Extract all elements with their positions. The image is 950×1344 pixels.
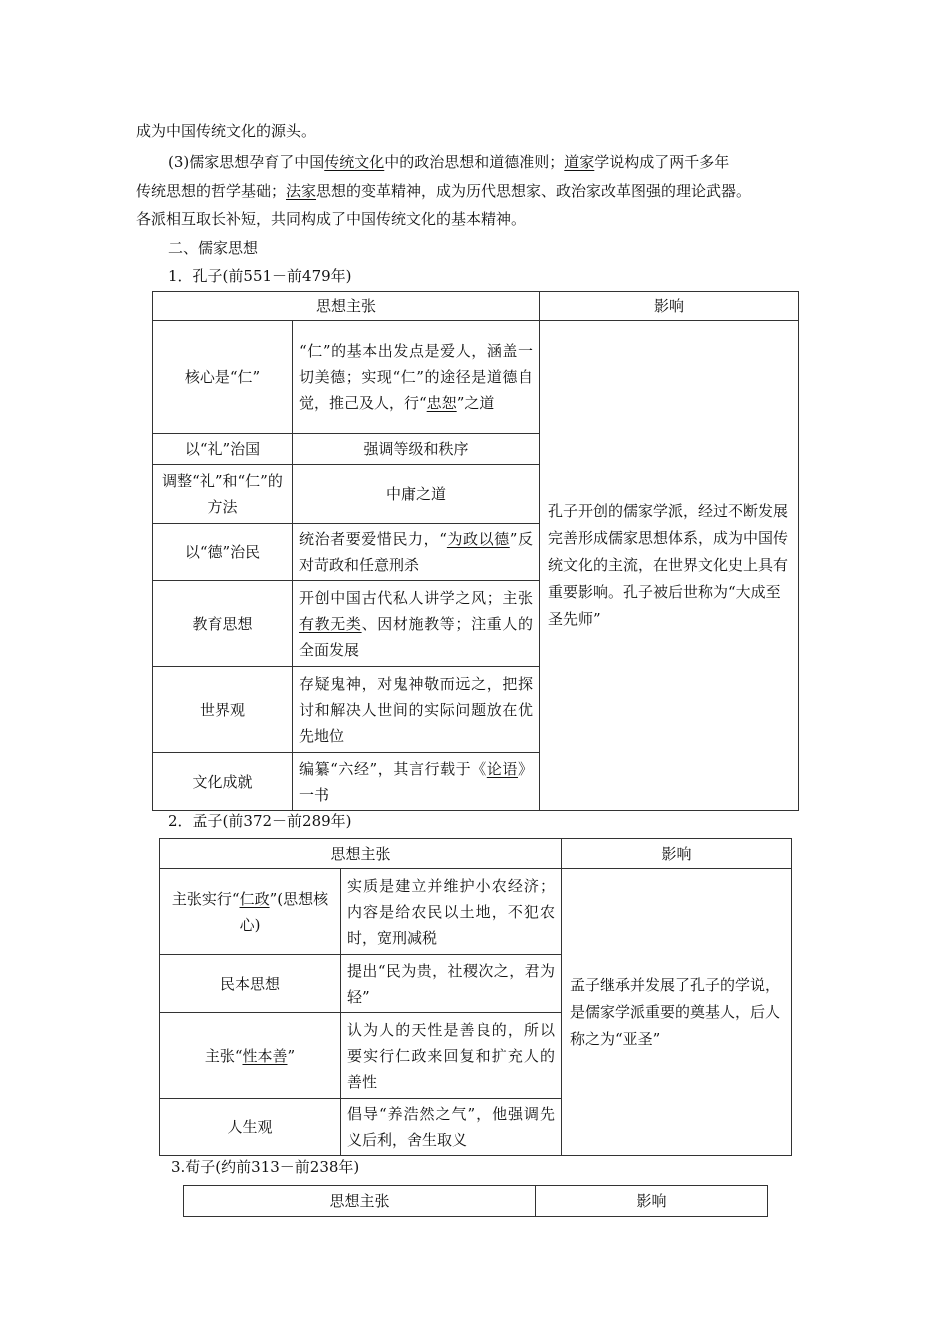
intro-p3-line-1 (168, 152, 729, 172)
text: 思想的变革精神，成为历代思想家、政治家改革图强的理论武器。 (316, 182, 752, 200)
row-label: 民本思想 (160, 955, 341, 1013)
row-label: 人生观 (160, 1099, 341, 1156)
mencius-table (159, 838, 792, 1156)
mencius-heading: 2．孟子(前372－前289年) (168, 812, 352, 830)
header-influence: 影响 (562, 839, 792, 869)
row-content: 实质是建立并维护小农经济；内容是给农民以土地，不犯农时，宽刑减税 (341, 869, 562, 955)
xunzi-table (183, 1185, 768, 1217)
header-idea: 思想主张 (153, 292, 540, 321)
row-content: 倡导“养浩然之气”，他强调先义后利，舍生取义 (341, 1099, 562, 1156)
underlined-term: 仁政 (239, 889, 270, 908)
intro-p3-line-2 (136, 181, 751, 201)
text: ”(思想核心) (239, 889, 329, 934)
row-content (293, 321, 540, 434)
underlined-term: 论语 (486, 759, 518, 778)
text: (3)儒家思想孕育了中国 (168, 153, 325, 171)
header-influence: 影响 (536, 1186, 768, 1217)
text: 》一书 (299, 759, 533, 804)
confucius-heading: 1．孔子(前551－前479年) (168, 267, 352, 285)
underlined-term: 道家 (564, 153, 595, 171)
row-content: 存疑鬼神，对鬼神敬而远之，把探讨和解决人世间的实际问题放在优先地位 (293, 667, 540, 753)
row-content (293, 753, 540, 811)
row-label (160, 1013, 341, 1099)
underlined-term: 有教无类 (299, 614, 362, 633)
text: 统治者要爱惜民力，“ (299, 530, 447, 548)
header-influence: 影响 (540, 292, 799, 321)
text: 主张实行“ (171, 889, 240, 908)
row-content: 提出“民为贵，社稷次之，君为轻” (341, 955, 562, 1013)
text: 传统思想的哲学基础； (136, 182, 287, 200)
text: 编纂“六经”，其言行载于《 (299, 759, 487, 778)
row-content (293, 581, 540, 667)
row-label: 文化成就 (153, 753, 293, 811)
row-content: 认为人的天性是善良的，所以要实行仁政来回复和扩充人的善性 (341, 1013, 562, 1099)
text: 学说构成了两千多年 (594, 153, 730, 171)
text: 、因材施教等；注重人的全面发展 (299, 614, 533, 659)
row-content: 中庸之道 (293, 465, 540, 524)
text: ”之道 (456, 394, 495, 412)
row-label (160, 869, 341, 955)
text: ”反对苛政和任意刑杀 (299, 530, 534, 574)
row-label: 世界观 (153, 667, 293, 753)
header-idea: 思想主张 (184, 1186, 536, 1217)
xunzi-heading: 3.荀子(约前313－前238年) (171, 1158, 360, 1176)
underlined-term: 忠恕 (426, 394, 457, 412)
text: 开创中国古代私人讲学之风；主张 (299, 588, 534, 607)
row-label: 教育思想 (153, 581, 293, 667)
section-heading: 二、儒家思想 (168, 239, 259, 257)
row-content: 强调等级和秩序 (293, 434, 540, 465)
row-label: 以“德”治民 (153, 524, 293, 581)
text: “仁”的基本出发点是爱人，涵盖一切美德；实现“仁”的途径是道德自觉，推己及人，行“ (299, 342, 534, 412)
header-idea: 思想主张 (160, 839, 562, 869)
underlined-term: 传统文化 (324, 153, 385, 171)
confucius-table (152, 291, 799, 811)
confucius-influence: 孔子开创的儒家学派，经过不断发展完善形成儒家思想体系，成为中国传统文化的主流，在世界文化史上具有重要影响。孔子被后世称为“大成至圣先师” (540, 321, 799, 811)
row-label: 以“礼”治国 (153, 434, 293, 465)
text: ” (287, 1046, 296, 1065)
row-content (293, 524, 540, 581)
intro-p3-line-3: 各派相互取长补短，共同构成了中国传统文化的基本精神。 (136, 210, 527, 228)
underlined-term: 为政以德 (446, 530, 510, 548)
text: 中的政治思想和道德准则； (384, 153, 565, 171)
row-label: 调整“礼”和“仁”的方法 (153, 465, 293, 524)
row-label: 核心是“仁” (153, 321, 293, 434)
underlined-term: 法家 (286, 182, 317, 200)
intro-line-1: 成为中国传统文化的源头。 (136, 122, 317, 140)
underlined-term: 性本善 (242, 1046, 288, 1065)
text: 主张“ (204, 1046, 243, 1065)
mencius-influence: 孟子继承并发展了孔子的学说，是儒家学派重要的奠基人，后人称之为“亚圣” (562, 869, 792, 1156)
